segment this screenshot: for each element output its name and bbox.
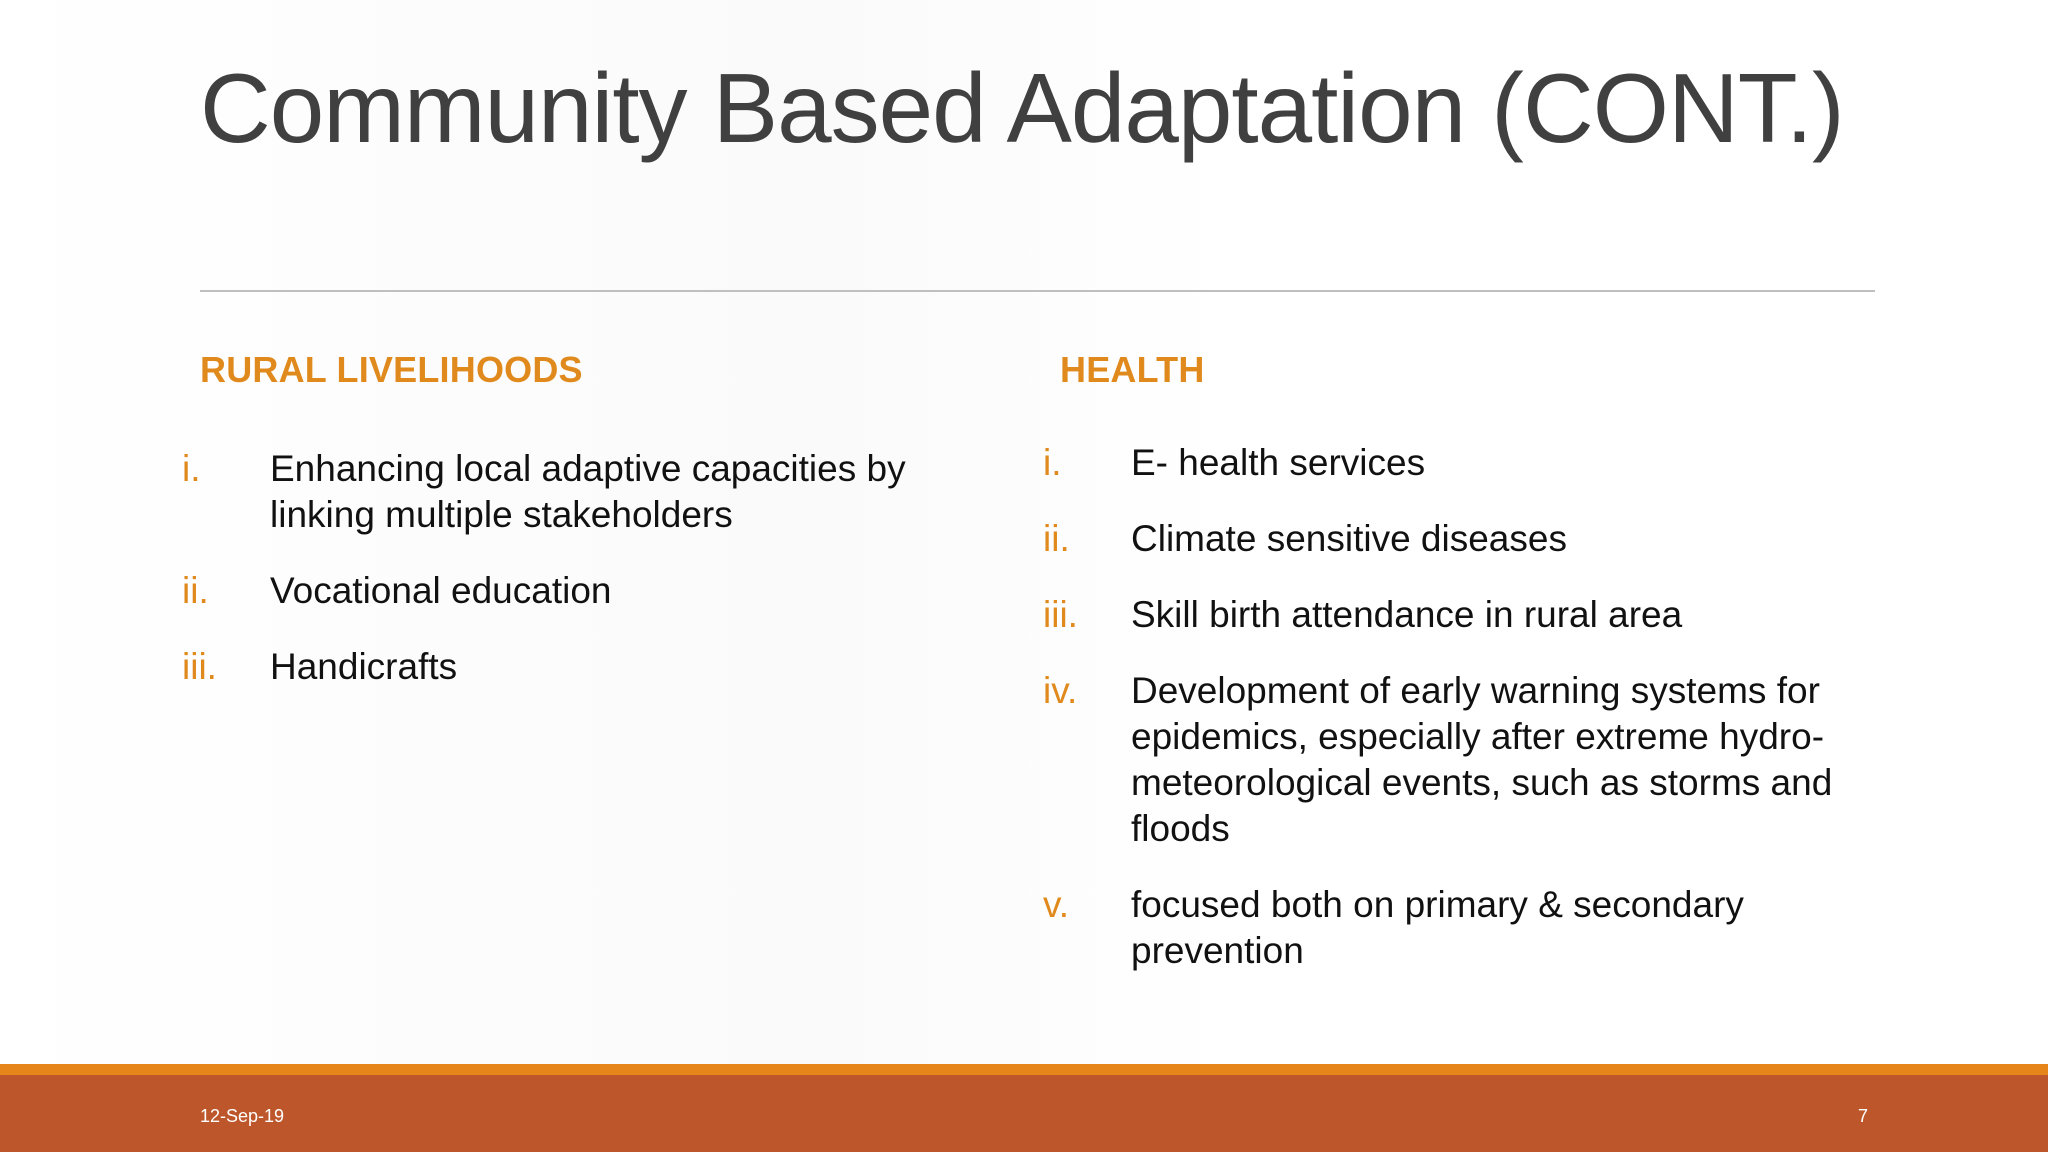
list-item-text: Skill birth attendance in rural area [1131, 594, 1683, 635]
slide-number: 7 [1857, 1106, 1868, 1126]
list-item-text: Climate sensitive diseases [1131, 518, 1567, 559]
list-item [1043, 440, 1893, 486]
footer-bar [0, 1075, 2048, 1152]
list-item [1043, 592, 1893, 638]
list-item-text: Enhancing local adaptive capacities by linking multiple stakeholders [270, 448, 906, 535]
list-item [182, 644, 962, 690]
list-item-text: Handicrafts [270, 646, 458, 687]
rural-livelihoods-heading: RURAL LIVELIHOODS [200, 349, 583, 390]
list-marker: i. [1043, 442, 1062, 483]
rural-livelihoods-list [182, 446, 962, 720]
list-item-text: Vocational education [270, 570, 612, 611]
list-marker: iv. [1043, 670, 1078, 711]
list-marker: i. [182, 448, 201, 489]
slide-title: Community Based Adaptation (CONT.) [200, 53, 1844, 163]
list-item [182, 446, 962, 538]
list-item-text: focused both on primary & secondary prevention [1131, 884, 1744, 971]
footer-date: 12-Sep-19 [200, 1106, 285, 1126]
list-item [1043, 882, 1893, 974]
list-marker: ii. [1043, 518, 1070, 559]
health-list [1043, 440, 1893, 1004]
list-marker: iii. [182, 646, 217, 687]
footer-accent-strip [0, 1064, 2048, 1075]
title-divider [200, 290, 1875, 292]
list-item [1043, 516, 1893, 562]
list-marker: ii. [182, 570, 209, 611]
list-item [182, 568, 962, 614]
list-marker: v. [1043, 884, 1070, 925]
list-item [1043, 668, 1893, 852]
list-marker: iii. [1043, 594, 1078, 635]
list-item-text: E- health services [1131, 442, 1426, 483]
list-item-text: Development of early warning systems for epidemics, especially after extreme hydro-meteorological events, such as storms and floods [1131, 670, 1833, 849]
health-heading: HEALTH [1060, 349, 1205, 390]
